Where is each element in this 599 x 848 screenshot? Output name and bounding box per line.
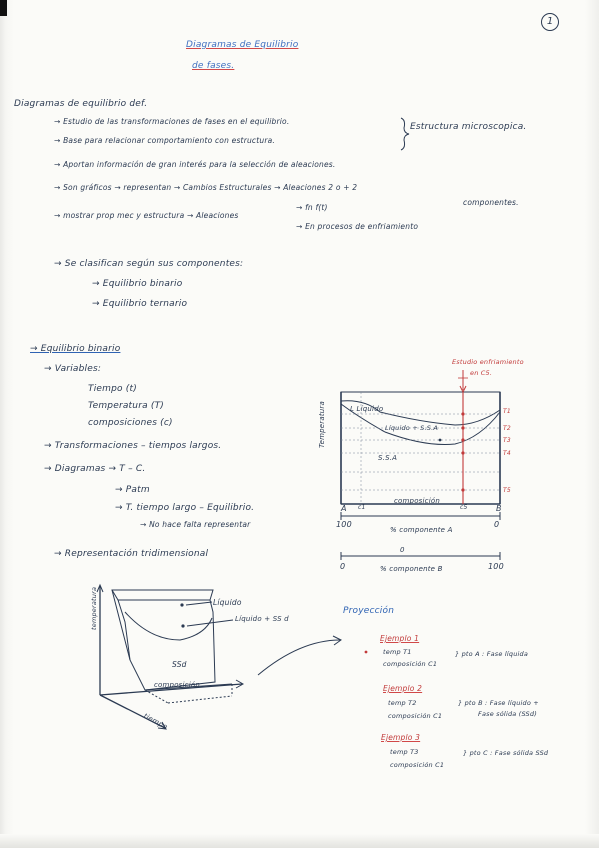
example-1-temp: temp T1: [383, 648, 412, 656]
intro-line-5a: → mostrar prop mec y estructura → Aleaciones: [54, 211, 239, 220]
three-d-composition: composición: [154, 681, 200, 689]
example-3-comp: composición C1: [390, 761, 445, 769]
example-1-comp: composición C1: [383, 660, 438, 668]
three-d-liquid: Líquido: [213, 598, 242, 607]
phase-diagram-ylabel: Temperatura: [318, 400, 326, 448]
scale-A-right: 0: [494, 520, 500, 529]
three-d-heading: → Representación tridimensional: [54, 549, 209, 559]
cooling-study-note-2: en C5.: [470, 369, 493, 377]
example-2-temp: temp T2: [388, 699, 417, 707]
intro-line-3: → Aportan información de gran interés para la selección de aleaciones.: [54, 160, 336, 169]
page-number: 1: [541, 13, 559, 31]
example-2-result: } pto B : Fase líquido +: [458, 699, 539, 707]
intro-line-1: → Estudio de las transformaciones de fases en el equilibrio.: [54, 117, 290, 126]
page-bottom-shadow: [0, 834, 599, 848]
scale-B-label: % componente B: [380, 565, 443, 573]
solidus-curve: [341, 404, 500, 445]
temp-T1: T1: [503, 408, 511, 415]
variable-time: Tiempo (t): [88, 384, 137, 394]
scale-mid-zero: 0: [400, 546, 405, 554]
scale-B-right: 100: [488, 562, 504, 571]
classify-ternary: → Equilibrio ternario: [92, 299, 188, 309]
variable-temperature: Temperatura (T): [88, 401, 164, 411]
variables-heading: → Variables:: [44, 364, 102, 374]
scale-A-left: 100: [336, 520, 352, 529]
intro-brace-note: Estructura microscopica.: [410, 122, 527, 132]
three-d-diagram: [97, 585, 341, 732]
example-2-comp: composición C1: [388, 712, 443, 720]
axis-end-A: A: [341, 504, 347, 513]
diagrams-no-need: → No hace falta representar: [140, 520, 251, 529]
diagrams-equilibrium: → T. tiempo largo – Equilibrio.: [115, 503, 255, 513]
temp-T4: T4: [503, 450, 511, 457]
phase-diagram-xlabel: composición: [394, 497, 440, 505]
intro-brace: [401, 118, 409, 150]
three-d-ylabel: temperatura: [90, 586, 98, 630]
diagrams-note: → Diagramas → T – C.: [44, 464, 146, 474]
temp-T5: T5: [503, 487, 511, 494]
intro-line-4b: componentes.: [463, 198, 519, 207]
projection-heading: Proyección: [343, 606, 395, 616]
scale-B-left: 0: [340, 562, 346, 571]
cooling-study-note: Estudio enfriamiento: [452, 358, 524, 366]
binary-phase-diagram: [341, 370, 500, 560]
classify-binary: → Equilibrio binario: [92, 279, 183, 289]
axis-end-B: B: [496, 504, 502, 513]
three-d-time: tiempo: [142, 712, 169, 732]
diagrams-patm: → Patm: [115, 485, 150, 495]
example-1-result: } pto A : Fase líquida: [455, 650, 529, 658]
classify-heading: → Se clasifican según sus componentes:: [54, 259, 244, 269]
tick-c1: c1: [358, 504, 366, 511]
example-3-temp: temp T3: [390, 748, 419, 756]
example-2-title: Ejemplo 2: [383, 684, 423, 693]
binary-heading: → Equilibrio binario: [30, 344, 121, 354]
region-liquid-plus-solid: Líquido + S.S.A: [385, 424, 438, 432]
intro-line-5c: → En procesos de enfriamiento: [296, 222, 419, 231]
example-2-result-2: Fase sólida (SSd): [478, 710, 537, 718]
intro-line-2: → Base para relacionar comportamiento con estructura.: [54, 136, 276, 145]
three-d-liquid-ss: Líquido + SS d: [235, 615, 289, 623]
variable-composition: composiciones (c): [88, 418, 173, 428]
example-3-result: } pto C : Fase sólida SSd: [463, 749, 549, 757]
three-d-ssd: SSd: [172, 660, 187, 669]
intro-line-5b: → fn f(t): [296, 203, 328, 212]
region-liquid: L Líquido: [350, 405, 384, 413]
scale-A-label: % componente A: [390, 526, 453, 534]
example-1-title: Ejemplo 1: [380, 634, 420, 643]
intro-line-4a: → Son gráficos → representan → Cambios Estructurales → Aleaciones 2 o + 2: [54, 183, 358, 192]
tick-c5: c5: [460, 504, 468, 511]
liquidus-curve: [341, 401, 500, 425]
title-line-1: Diagramas de Equilibrio: [186, 40, 299, 50]
projection-braces: [365, 651, 368, 654]
example-3-title: Ejemplo 3: [381, 733, 421, 742]
temp-T2: T2: [503, 425, 511, 432]
transformations-note: → Transformaciones – tiempos largos.: [44, 441, 222, 451]
region-solid-solution: S.S.A: [378, 454, 398, 462]
title-line-2: de fases.: [192, 61, 235, 71]
intro-heading: Diagramas de equilibrio def.: [14, 99, 148, 109]
temp-T3: T3: [503, 437, 511, 444]
